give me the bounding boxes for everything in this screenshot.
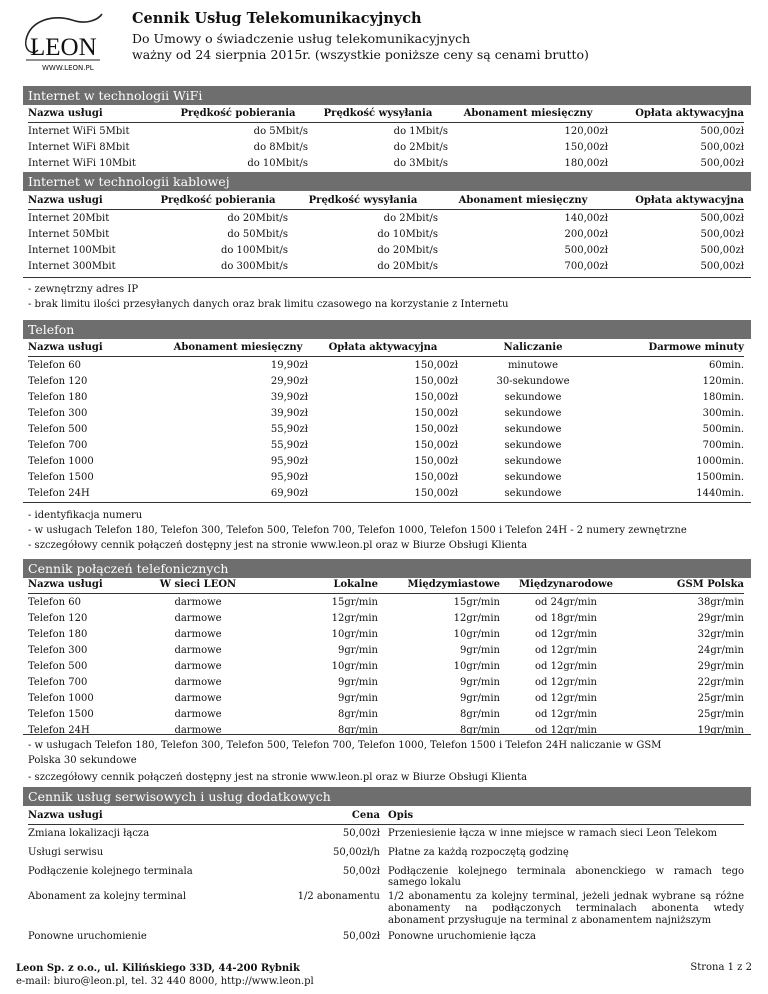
cell: 50,00zł bbox=[342, 931, 380, 942]
cell: 300min. bbox=[702, 407, 744, 419]
cell: 1440min. bbox=[696, 487, 744, 499]
cell: 38gr/min bbox=[697, 596, 744, 608]
cable-section-title: Internet w technologii kablowej bbox=[23, 172, 751, 191]
cell: 12gr/min bbox=[453, 612, 500, 624]
services-table bbox=[28, 806, 744, 947]
calls-table bbox=[28, 575, 744, 738]
cell: do 10Mbit/s bbox=[247, 157, 308, 169]
cell: 29gr/min bbox=[697, 612, 744, 624]
note: - brak limitu ilości przesyłanych danych oraz brak limitu czasowego na korzystanie z Internetu bbox=[28, 299, 509, 310]
cell: 150,00zł bbox=[414, 471, 458, 483]
cell: sekundowe bbox=[504, 487, 562, 499]
cell: Internet 300Mbit bbox=[28, 260, 116, 272]
cell: 500,00zł bbox=[700, 125, 744, 137]
cell: od 12gr/min bbox=[535, 628, 597, 640]
cell: Podłączenie kolejnego terminala bbox=[28, 866, 193, 877]
cell: Internet 20Mbit bbox=[28, 212, 110, 224]
table-row bbox=[28, 155, 744, 171]
cell: 500,00zł bbox=[700, 244, 744, 256]
cell: minutowe bbox=[507, 359, 559, 371]
cell: 150,00zł bbox=[414, 407, 458, 419]
cell: darmowe bbox=[174, 692, 222, 704]
calls-notes bbox=[28, 738, 744, 785]
cell: 500,00zł bbox=[700, 260, 744, 272]
cell: sekundowe bbox=[504, 423, 562, 435]
col-header: Nazwa usługi bbox=[28, 194, 103, 206]
cell: do 10Mbit/s bbox=[377, 228, 438, 240]
cell: 150,00zł bbox=[414, 455, 458, 467]
cable-header-row bbox=[28, 191, 744, 210]
cell: 500,00zł bbox=[700, 228, 744, 240]
cell: 10gr/min bbox=[453, 628, 500, 640]
document-header bbox=[16, 10, 752, 78]
cell: 25gr/min bbox=[697, 708, 744, 720]
cell: Internet WiFi 5Mbit bbox=[28, 125, 130, 137]
table-row bbox=[28, 706, 744, 722]
table-row bbox=[28, 863, 744, 888]
cell: 19,90zł bbox=[270, 359, 308, 371]
table-row bbox=[28, 927, 744, 947]
cell: 150,00zł bbox=[414, 487, 458, 499]
cell: Telefon 60 bbox=[28, 596, 81, 608]
phone-header-row bbox=[28, 338, 744, 357]
cell: do 2Mbit/s bbox=[393, 141, 448, 153]
cell: darmowe bbox=[174, 660, 222, 672]
table-row bbox=[28, 357, 744, 374]
col-header: Prędkość wysyłania bbox=[308, 194, 418, 206]
cell: Telefon 700 bbox=[28, 439, 88, 451]
cell: 50,00zł/h bbox=[333, 847, 380, 858]
col-header: GSM Polska bbox=[676, 578, 744, 590]
table-row bbox=[28, 405, 744, 421]
cell: 120min. bbox=[702, 375, 744, 387]
cell: Telefon 1500 bbox=[28, 708, 94, 720]
table-row bbox=[28, 674, 744, 690]
cell: 19gr/min bbox=[697, 724, 744, 736]
col-header: Nazwa usługi bbox=[28, 809, 103, 821]
col-header: Abonament miesięczny bbox=[463, 107, 593, 119]
cell: Telefon 300 bbox=[28, 407, 88, 419]
table-row bbox=[28, 485, 744, 501]
note: - szczegółowy cennik połączeń dostępny jest na stronie www.leon.pl oraz w Biurze Obsługi Klienta bbox=[28, 540, 528, 551]
table-row bbox=[28, 469, 744, 485]
col-header: Abonament miesięczny bbox=[173, 341, 303, 353]
cell: 150,00zł bbox=[414, 391, 458, 403]
cable-table bbox=[28, 191, 744, 274]
cell: 95,90zł bbox=[270, 455, 308, 467]
table-row bbox=[28, 722, 744, 738]
cell: Telefon 1500 bbox=[28, 471, 94, 483]
table-row bbox=[28, 139, 744, 155]
cell: 150,00zł bbox=[414, 359, 458, 371]
footer-contact: e-mail: biuro@leon.pl, tel. 32 440 8000, http://www.leon.pl bbox=[16, 976, 314, 987]
cell: 60min. bbox=[708, 359, 744, 371]
cell: od 12gr/min bbox=[535, 724, 597, 736]
cell: 150,00zł bbox=[414, 375, 458, 387]
note: - w usługach Telefon 180, Telefon 300, Telefon 500, Telefon 700, Telefon 1000, Telefon 1500 i Telefon 24H - 2 numery zewnętrzne bbox=[28, 525, 687, 536]
cell: Przeniesienie łącza w inne miejsce w ramach sieci Leon Telekom bbox=[388, 828, 717, 839]
cell: Telefon 500 bbox=[28, 423, 88, 435]
cell: 50,00zł bbox=[342, 866, 380, 877]
table-row bbox=[28, 226, 744, 242]
phone-table bbox=[28, 338, 744, 501]
col-header: Nazwa usługi bbox=[28, 578, 103, 590]
cell: 140,00zł bbox=[564, 212, 608, 224]
cable-notes bbox=[28, 282, 744, 312]
table-row bbox=[28, 844, 744, 863]
wifi-section-title: Internet w technologii WiFi bbox=[23, 86, 751, 105]
cell: 10gr/min bbox=[331, 628, 378, 640]
cell: Telefon 120 bbox=[28, 612, 88, 624]
col-header: Międzynarodowe bbox=[518, 578, 614, 590]
cell: Telefon 180 bbox=[28, 391, 88, 403]
cell: Telefon 120 bbox=[28, 375, 88, 387]
table-row bbox=[28, 210, 744, 227]
wifi-table bbox=[28, 104, 744, 171]
cell: sekundowe bbox=[504, 407, 562, 419]
cell: 9gr/min bbox=[337, 644, 378, 656]
cell: do 3Mbit/s bbox=[393, 157, 448, 169]
page-title: Cennik Usług Telekomunikacyjnych bbox=[132, 10, 422, 27]
cell: 39,90zł bbox=[270, 391, 308, 403]
subtitle-2: ważny od 24 sierpnia 2015r. (wszystkie poniższe ceny są cenami brutto) bbox=[132, 47, 589, 62]
cell: 9gr/min bbox=[459, 692, 500, 704]
cell: 15gr/min bbox=[453, 596, 500, 608]
cell: Internet WiFi 10Mbit bbox=[28, 157, 136, 169]
table-row bbox=[28, 626, 744, 642]
cell: 9gr/min bbox=[459, 644, 500, 656]
cell: 50,00zł bbox=[342, 828, 380, 839]
logo-url: WWW.LEON.PL bbox=[42, 64, 94, 72]
cell: 8gr/min bbox=[459, 724, 500, 736]
subtitle-1: Do Umowy o świadczenie usług telekomunikacyjnych bbox=[132, 31, 471, 46]
cell: Internet 50Mbit bbox=[28, 228, 110, 240]
cell: 10gr/min bbox=[453, 660, 500, 672]
table-row bbox=[28, 389, 744, 405]
cell: do 1Mbit/s bbox=[393, 125, 448, 137]
table-row bbox=[28, 825, 744, 845]
cell: Telefon 180 bbox=[28, 628, 88, 640]
col-header: Nazwa usługi bbox=[28, 107, 103, 119]
cell: 180min. bbox=[702, 391, 744, 403]
cell: 500,00zł bbox=[564, 244, 608, 256]
table-row bbox=[28, 594, 744, 611]
col-header: Opłata aktywacyjna bbox=[328, 341, 438, 353]
cell: Telefon 24H bbox=[28, 724, 90, 736]
cell: Telefon 300 bbox=[28, 644, 88, 656]
footer bbox=[16, 962, 314, 988]
cell: 500,00zł bbox=[700, 157, 744, 169]
cell: 700,00zł bbox=[564, 260, 608, 272]
cell: 12gr/min bbox=[331, 612, 378, 624]
cell: 700min. bbox=[702, 439, 744, 451]
cell: 29gr/min bbox=[697, 660, 744, 672]
col-header: W sieci LEON bbox=[159, 578, 237, 590]
cell: 500min. bbox=[702, 423, 744, 435]
cell: sekundowe bbox=[504, 391, 562, 403]
cell: od 12gr/min bbox=[535, 644, 597, 656]
cell: darmowe bbox=[174, 676, 222, 688]
cell: do 20Mbit/s bbox=[377, 260, 438, 272]
cell: 39,90zł bbox=[270, 407, 308, 419]
cell: sekundowe bbox=[504, 471, 562, 483]
col-header: Prędkość pobierania bbox=[160, 194, 276, 206]
cell: 150,00zł bbox=[414, 423, 458, 435]
cell: darmowe bbox=[174, 612, 222, 624]
cell: 1/2 abonamentu bbox=[297, 891, 380, 902]
cell: 1/2 abonamentu za kolejny terminal, jeżeli jednak wybrane są różne abonamenty na podłączonych terminalach abonenta wtedy abonament przysługuje na terminal z abonamentem najniższym bbox=[388, 891, 744, 926]
phone-section-title: Telefon bbox=[23, 320, 751, 339]
table-row bbox=[28, 453, 744, 469]
cell: darmowe bbox=[174, 596, 222, 608]
cell: 150,00zł bbox=[564, 141, 608, 153]
table-row bbox=[28, 610, 744, 626]
cell: darmowe bbox=[174, 708, 222, 720]
cell: 55,90zł bbox=[270, 439, 308, 451]
cell: darmowe bbox=[174, 644, 222, 656]
table-row bbox=[28, 242, 744, 258]
cell: 22gr/min bbox=[697, 676, 744, 688]
cell: 69,90zł bbox=[270, 487, 308, 499]
cell: Zmiana lokalizacji łącza bbox=[28, 828, 150, 839]
cell: od 24gr/min bbox=[535, 596, 597, 608]
cell: 55,90zł bbox=[270, 423, 308, 435]
cell: Podłączenie kolejnego terminala abonenckiego w ramach tego samego lokalu bbox=[388, 866, 744, 888]
cell: Telefon 1000 bbox=[28, 692, 94, 704]
cell: 8gr/min bbox=[459, 708, 500, 720]
col-header: Cena bbox=[351, 809, 380, 821]
cell: 500,00zł bbox=[700, 212, 744, 224]
col-header: Nazwa usługi bbox=[28, 341, 103, 353]
table-row bbox=[28, 642, 744, 658]
cell: do 2Mbit/s bbox=[383, 212, 438, 224]
cell: sekundowe bbox=[504, 439, 562, 451]
cell: Usługi serwisu bbox=[28, 847, 104, 858]
cell: Internet 100Mbit bbox=[28, 244, 116, 256]
note: - zewnętrzny adres IP bbox=[28, 284, 139, 295]
table-row bbox=[28, 123, 744, 140]
cell: do 100Mbit/s bbox=[220, 244, 288, 256]
calls-section-title: Cennik połączeń telefonicznych bbox=[23, 559, 751, 578]
cell: 120,00zł bbox=[564, 125, 608, 137]
table-row bbox=[28, 258, 744, 274]
wifi-header-row bbox=[28, 104, 744, 123]
cell: od 12gr/min bbox=[535, 692, 597, 704]
phone-notes bbox=[28, 508, 744, 553]
cell: Internet WiFi 8Mbit bbox=[28, 141, 130, 153]
cell: 1000min. bbox=[696, 455, 744, 467]
col-header: Prędkość pobierania bbox=[180, 107, 296, 119]
table-row bbox=[28, 888, 744, 927]
col-header: Prędkość wysyłania bbox=[323, 107, 433, 119]
note: - szczegółowy cennik połączeń dostępny jest na stronie www.leon.pl oraz w Biurze Obsługi Klienta bbox=[28, 772, 528, 783]
col-header: Lokalne bbox=[333, 578, 378, 590]
cell: do 5Mbit/s bbox=[253, 125, 308, 137]
page-number: Strona 1 z 2 bbox=[690, 962, 752, 973]
cell: 29,90zł bbox=[270, 375, 308, 387]
cell: do 20Mbit/s bbox=[227, 212, 288, 224]
cell: do 8Mbit/s bbox=[253, 141, 308, 153]
cell: do 20Mbit/s bbox=[377, 244, 438, 256]
cell: 8gr/min bbox=[337, 724, 378, 736]
footer-company: Leon Sp. z o.o., ul. Kilińskiego 33D, 44-200 Rybnik bbox=[16, 963, 300, 974]
leon-logo bbox=[16, 10, 108, 76]
note: - w usługach Telefon 180, Telefon 300, Telefon 500, Telefon 700, Telefon 1000, Telefon 1500 i Telefon 24H naliczanie w GSM Polska 30 sekundowe bbox=[28, 740, 662, 766]
cell: darmowe bbox=[174, 628, 222, 640]
cell: sekundowe bbox=[504, 455, 562, 467]
cell: 1500min. bbox=[696, 471, 744, 483]
col-header: Opłata aktywacyjna bbox=[635, 194, 744, 206]
cell: do 50Mbit/s bbox=[227, 228, 288, 240]
col-header: Darmowe minuty bbox=[648, 341, 744, 353]
cell: Telefon 1000 bbox=[28, 455, 94, 467]
table-row bbox=[28, 658, 744, 674]
cell: 32gr/min bbox=[697, 628, 744, 640]
cell: 200,00zł bbox=[564, 228, 608, 240]
cell: 95,90zł bbox=[270, 471, 308, 483]
table-row bbox=[28, 437, 744, 453]
services-header-row bbox=[28, 806, 744, 825]
cell: od 18gr/min bbox=[535, 612, 597, 624]
cell: 9gr/min bbox=[337, 676, 378, 688]
cell: 500,00zł bbox=[700, 141, 744, 153]
table-row bbox=[28, 690, 744, 706]
note: - identyfikacja numeru bbox=[28, 510, 143, 521]
table-row bbox=[28, 421, 744, 437]
cell: Abonament za kolejny terminal bbox=[28, 891, 187, 902]
services-section-title: Cennik usług serwisowych i usług dodatkowych bbox=[23, 787, 751, 806]
cell: darmowe bbox=[174, 724, 222, 736]
cell: 150,00zł bbox=[414, 439, 458, 451]
cell: od 12gr/min bbox=[535, 660, 597, 672]
cell: 24gr/min bbox=[697, 644, 744, 656]
cell: 9gr/min bbox=[337, 692, 378, 704]
cell: Ponowne uruchomienie łącza bbox=[388, 931, 536, 942]
col-header: Abonament miesięczny bbox=[458, 194, 588, 206]
cell: 10gr/min bbox=[331, 660, 378, 672]
cell: 30-sekundowe bbox=[496, 375, 570, 387]
cell: od 12gr/min bbox=[535, 708, 597, 720]
cell: Telefon 700 bbox=[28, 676, 88, 688]
cell: 15gr/min bbox=[331, 596, 378, 608]
cell: Telefon 500 bbox=[28, 660, 88, 672]
cell: Ponowne uruchomienie bbox=[28, 931, 147, 942]
cell: do 300Mbit/s bbox=[220, 260, 288, 272]
cell: 25gr/min bbox=[697, 692, 744, 704]
table-row bbox=[28, 373, 744, 389]
cell: 9gr/min bbox=[459, 676, 500, 688]
cell: Płatne za każdą rozpoczętą godzinę bbox=[388, 847, 569, 858]
col-header: Naliczanie bbox=[503, 341, 563, 353]
cell: 180,00zł bbox=[564, 157, 608, 169]
cell: Telefon 24H bbox=[28, 487, 90, 499]
logo-text: LEON bbox=[30, 34, 97, 61]
calls-header-row bbox=[28, 575, 744, 594]
col-header: Opis bbox=[388, 809, 414, 821]
col-header: Międzymiastowe bbox=[407, 578, 500, 590]
cell: od 12gr/min bbox=[535, 676, 597, 688]
cell: 8gr/min bbox=[337, 708, 378, 720]
col-header: Opłata aktywacyjna bbox=[635, 107, 744, 119]
cell: Telefon 60 bbox=[28, 359, 81, 371]
